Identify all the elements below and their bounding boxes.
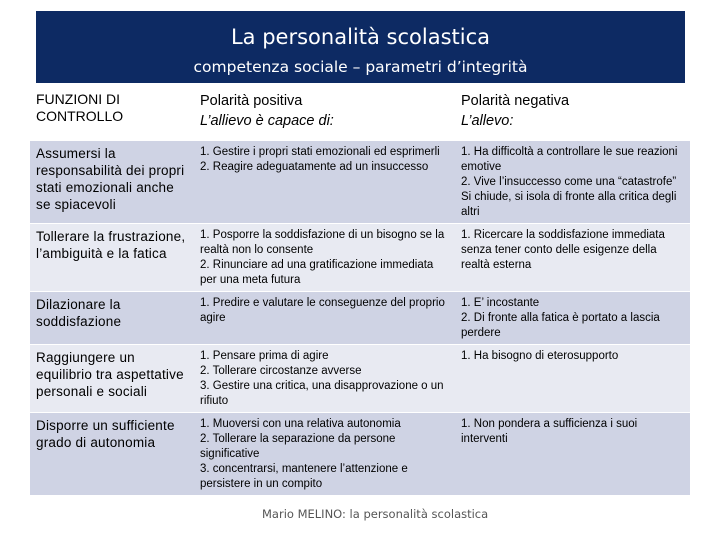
column-header-functions <box>30 87 194 141</box>
function-label: Raggiungere un equilibrio tra aspettative personali e sociali <box>30 345 194 413</box>
function-label: Dilazionare la soddisfazione <box>30 292 194 345</box>
positive-polarity-cell <box>194 224 455 292</box>
negative-polarity-cell <box>455 141 690 224</box>
positive-polarity-cell <box>194 292 455 345</box>
negative-item: 1. Non pondera a sufficienza i suoi interventi <box>461 418 638 445</box>
positive-item: 2. Tollerare la separazione da persone significative <box>200 433 396 460</box>
positive-item: 2. Rinunciare ad una gratificazione immediata per una meta futura <box>200 259 434 286</box>
function-label: Disporre un sufficiente grado di autonomia <box>30 413 194 496</box>
page-title: La personalità scolastica <box>230 25 490 49</box>
positive-item: 1. Predire e valutare le conseguenze del proprio agire <box>200 297 445 324</box>
positive-item: 1. Pensare prima di agire <box>200 350 329 362</box>
function-label: Assumersi la responsabilità dei propri stati emozionali anche se spiacevoli <box>30 141 194 224</box>
negative-item: 1. Ha bisogno di eterosupporto <box>461 350 619 362</box>
negative-polarity-cell <box>455 413 690 496</box>
positive-item: 1. Muoversi con una relativa autonomia <box>200 418 401 430</box>
positive-item: 2. Reagire adeguatamente ad un insuccesso <box>200 161 429 173</box>
negative-item: 1. E’ incostante <box>461 297 540 309</box>
column-header-line: FUNZIONI DI <box>36 91 120 107</box>
title-banner <box>36 11 685 83</box>
positive-polarity-cell <box>194 413 455 496</box>
negative-polarity-cell <box>455 292 690 345</box>
table-row <box>30 345 690 413</box>
negative-polarity-cell <box>455 345 690 413</box>
negative-polarity-cell <box>455 224 690 292</box>
positive-item: 3. concentrarsi, mantenere l’attenzione e persistere in un compito <box>200 463 408 490</box>
control-functions-table <box>30 86 690 495</box>
negative-item: Si chiude, si isola di fronte alla critica degli altri <box>461 191 677 218</box>
negative-item: 2. Di fronte alla fatica è portato a lascia perdere <box>461 312 660 339</box>
table-row <box>30 141 690 224</box>
table-row <box>30 292 690 345</box>
positive-item: 3. Gestire una critica, una disapprovazione o un rifiuto <box>200 380 444 407</box>
positive-polarity-cell <box>194 345 455 413</box>
column-header-line: Polarità positiva <box>200 93 303 109</box>
column-header-line: Polarità negativa <box>461 93 570 109</box>
positive-item: 1. Posporre la soddisfazione di un bisogno se la realtà non lo consente <box>200 229 445 256</box>
column-header-negative <box>455 87 690 141</box>
table-header-row <box>30 87 690 141</box>
footer-credit: Mario MELINO: la personalità scolastica <box>262 507 489 521</box>
positive-item: 1. Gestire i propri stati emozionali ed esprimerli <box>200 146 440 158</box>
page-subtitle: competenza sociale – parametri d’integrità <box>193 58 528 76</box>
column-header-line: L’allevo: <box>461 113 514 129</box>
positive-item: 2. Tollerare circostanze avverse <box>200 365 362 377</box>
negative-item: 1. Ha difficoltà a controllare le sue reazioni emotive <box>461 146 678 173</box>
positive-polarity-cell <box>194 141 455 224</box>
table-row <box>30 224 690 292</box>
negative-item: 1. Ricercare la soddisfazione immediata senza tener conto delle esigenze della realtà esterna <box>461 229 665 271</box>
column-header-line: L’allievo è capace di: <box>200 113 334 129</box>
table-row <box>30 413 690 496</box>
column-header-positive <box>194 87 455 141</box>
function-label: Tollerare la frustrazione, l’ambiguità e la fatica <box>30 224 194 292</box>
column-header-line: CONTROLLO <box>36 108 124 124</box>
negative-item: 2. Vive l’insuccesso come una “catastrofe” <box>461 176 677 188</box>
